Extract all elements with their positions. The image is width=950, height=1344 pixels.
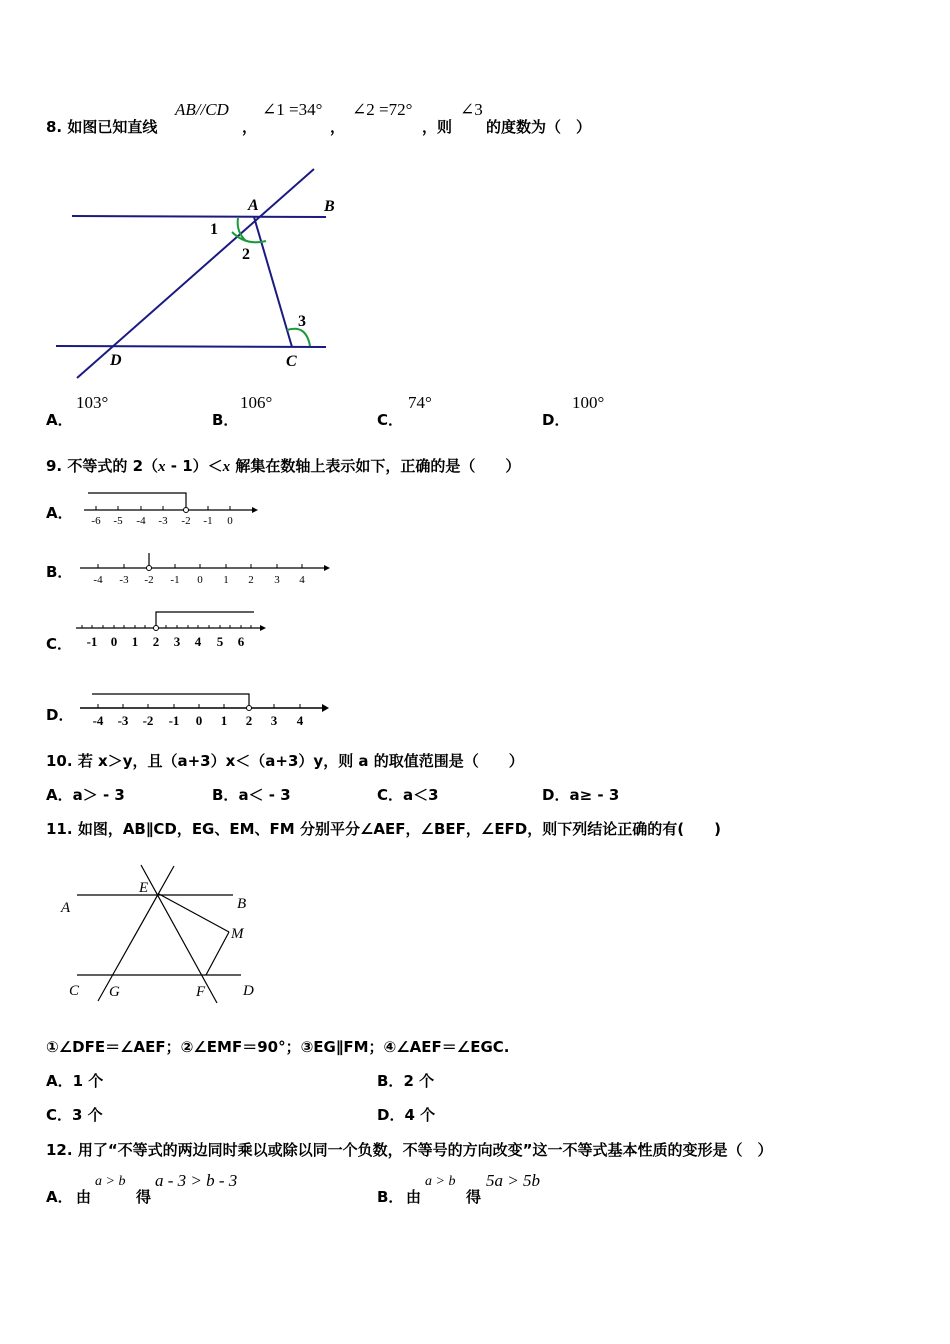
tick-label: -4: [93, 574, 103, 586]
tick-label: -4: [92, 713, 104, 728]
q12-option-b-mid: 得: [466, 1188, 482, 1206]
line-ab: [72, 216, 326, 217]
q12-stem-text: 用了“不等式的两边同时乘以或除以同一个负数，不等号的方向改变”这一不等式基本性质的变形是（ ）: [77, 1141, 773, 1159]
q8-cond-angle1: ∠1 =34°: [262, 100, 323, 119]
q8-cond-parallel: AB//CD: [175, 100, 229, 119]
q9-option-d-letter[interactable]: D．: [46, 706, 74, 724]
q10-option-a-letter: A．: [46, 786, 73, 804]
q12-option-b-cond: a > b: [425, 1174, 456, 1189]
axis-a-arrow-icon: [252, 507, 258, 513]
q11-figure: [55, 860, 270, 1010]
q11-option-c[interactable]: [46, 1104, 103, 1125]
segment-fm: [206, 932, 229, 975]
q10-option-c-value: a＜3: [403, 786, 439, 804]
q11-option-b[interactable]: [377, 1070, 434, 1091]
q10-option-c-letter: C．: [377, 786, 404, 804]
q12-number: 12.: [46, 1141, 73, 1159]
tick-label: -1: [203, 515, 213, 527]
axis-c-arrow-icon: [260, 625, 266, 631]
segment-ac: [254, 217, 292, 347]
q12-option-a-cond: a > b: [95, 1174, 126, 1189]
tick-label: 4: [194, 634, 202, 649]
solution-ray-d: [92, 694, 249, 708]
tick-label: 1: [220, 713, 228, 728]
label-angle-2: 2: [242, 246, 250, 263]
q9-option-c-letter[interactable]: C．: [46, 635, 73, 653]
q9-option-a-letter[interactable]: A．: [46, 504, 73, 522]
q9-stem-x2: x: [222, 459, 231, 475]
label-a: A: [61, 900, 71, 916]
tick-label: 6: [237, 634, 245, 649]
q12-option-a-result: a - 3 > b - 3: [155, 1171, 238, 1190]
q11-number: 11.: [46, 820, 73, 838]
tick-label: -3: [117, 713, 129, 728]
label-m: M: [231, 926, 244, 942]
q11-option-b-value: 2 个: [403, 1072, 435, 1090]
q11-stem-text: 如图，AB∥CD，EG、EM、FM 分别平分∠AEF，∠BEF，∠EFD，则下列结论正确的有( ): [77, 820, 721, 838]
label-c: C: [69, 983, 80, 999]
q11-option-d[interactable]: [377, 1104, 435, 1125]
segment-em: [159, 894, 229, 932]
q8-stem: [46, 116, 157, 137]
q8-option-d-value: 100°: [572, 393, 605, 412]
label-f: F: [196, 984, 206, 1000]
q10-option-b[interactable]: [212, 784, 291, 805]
tick-label: -1: [170, 574, 180, 586]
q10-option-d-letter: D．: [542, 786, 570, 804]
tick-label: 3: [173, 634, 181, 649]
label-b: B: [324, 198, 335, 215]
q9-stem: [46, 455, 520, 476]
tick-label: -2: [144, 574, 154, 586]
q11-option-c-letter: C．: [46, 1106, 73, 1124]
line-eg: [98, 866, 174, 1001]
tick-label: 0: [197, 574, 203, 586]
tick-label: -5: [113, 515, 123, 527]
q9-stem-post: 解集在数轴上表示如下，正确的是（ ）: [230, 457, 521, 475]
tick-label: 4: [296, 713, 304, 728]
q9-option-b-letter[interactable]: B．: [46, 563, 73, 581]
q12-option-a-mid: 得: [136, 1188, 152, 1206]
q11-option-c-value: 3 个: [72, 1106, 103, 1124]
q10-option-a[interactable]: [46, 784, 125, 805]
tick-label: -3: [119, 574, 129, 586]
tick-label: -1: [168, 713, 180, 728]
label-angle-1: 1: [210, 221, 218, 238]
q12-stem: [46, 1139, 773, 1160]
tick-label: -3: [158, 515, 168, 527]
q11-option-d-value: 4 个: [404, 1106, 436, 1124]
q12-option-b-pre: 由: [406, 1188, 422, 1206]
line-cd: [56, 346, 326, 347]
tick-label: 0: [110, 634, 118, 649]
tick-label: -4: [136, 515, 146, 527]
q8-comma-3: ，则: [422, 118, 453, 136]
q8-option-c-letter[interactable]: C．: [377, 411, 404, 429]
q11-option-a-value: 1 个: [72, 1072, 104, 1090]
label-e: E: [139, 880, 149, 896]
q12-option-a-letter[interactable]: A．: [46, 1188, 73, 1206]
q8-option-d-letter[interactable]: D．: [542, 411, 570, 429]
q11-option-d-letter: D．: [377, 1106, 405, 1124]
q10-option-d[interactable]: [542, 784, 619, 805]
q8-number: 8.: [46, 118, 63, 136]
tick-label: 3: [274, 574, 280, 586]
q8-prefix: 如图已知直线: [67, 118, 158, 136]
q10-option-d-value: a≥ - 3: [569, 786, 620, 804]
label-a: A: [248, 197, 259, 214]
q8-comma-2: ，: [330, 118, 346, 136]
q9-number-line-c: [74, 606, 270, 652]
tick-label: 4: [299, 574, 305, 586]
label-angle-3: 3: [298, 313, 306, 330]
open-point-b: [147, 566, 152, 571]
q10-option-b-value: a＜ - 3: [238, 786, 291, 804]
q8-option-c-value: 74°: [408, 393, 432, 412]
tick-label: 2: [248, 574, 254, 586]
solution-ray-a: [88, 493, 186, 510]
q8-option-b-letter[interactable]: B．: [212, 411, 239, 429]
tick-label: 0: [195, 713, 203, 728]
solution-ray-c: [156, 612, 254, 628]
axis-d-arrow-icon: [322, 704, 329, 712]
q10-option-b-letter: B．: [212, 786, 239, 804]
q11-statements: ①∠DFE＝∠AEF；②∠EMF＝90°；③EG∥FM；④∠AEF＝∠EGC.: [46, 1038, 510, 1056]
q9-number: 9.: [46, 457, 63, 475]
q8-comma-1: ，: [242, 118, 258, 136]
q11-option-a[interactable]: [46, 1070, 103, 1091]
label-c: C: [286, 353, 297, 370]
label-b: B: [237, 896, 247, 912]
q8-option-b-value: 106°: [240, 393, 273, 412]
q11-option-a-letter: A．: [46, 1072, 73, 1090]
tick-label: -2: [142, 713, 154, 728]
q12-option-a-pre: 由: [76, 1188, 92, 1206]
tick-label: 1: [131, 634, 139, 649]
tick-label: 0: [227, 515, 233, 527]
q10-option-c[interactable]: [377, 784, 439, 805]
q8-option-a-letter[interactable]: A．: [46, 411, 73, 429]
q8-suffix: 的度数为（ ）: [486, 118, 592, 136]
label-d: D: [243, 983, 254, 999]
label-d: D: [110, 352, 122, 369]
q8-option-a-value: 103°: [76, 393, 109, 412]
tick-label: -2: [181, 515, 191, 527]
tick-label: 2: [152, 634, 160, 649]
tick-label: -6: [91, 515, 101, 527]
ticks-a: [96, 506, 230, 510]
open-point-c: [154, 626, 159, 631]
q8-cond-angle2: ∠2 =72°: [352, 100, 413, 119]
q11-stem: [46, 818, 721, 839]
q11-option-b-letter: B．: [377, 1072, 404, 1090]
open-point-a: [184, 508, 189, 513]
q9-number-line-a: [80, 488, 260, 528]
line-ef: [141, 865, 217, 1003]
q10-option-a-value: a＞ - 3: [72, 786, 125, 804]
tick-label: 2: [245, 713, 253, 728]
q12-option-b-result: 5a > 5b: [486, 1171, 540, 1190]
q10-number: 10.: [46, 752, 73, 770]
q12-option-b-letter[interactable]: B．: [377, 1188, 404, 1206]
tick-label: -1: [86, 634, 98, 649]
q9-number-line-b: [78, 548, 334, 590]
q9-stem-x: x: [158, 459, 166, 475]
q8-figure: [40, 160, 360, 385]
label-g: G: [109, 984, 120, 1000]
axis-b-arrow-icon: [324, 565, 330, 571]
q9-number-line-d: [78, 686, 334, 730]
q9-stem-pre: 不等式的 2（: [67, 457, 159, 475]
tick-label: 1: [223, 574, 229, 586]
q8-cond-angle3: ∠3: [460, 100, 483, 119]
open-point-d: [247, 706, 252, 711]
q9-stem-mid: - 1）＜: [165, 457, 223, 475]
q10-stem-text: 若 x＞y，且（a+3）x＜（a+3）y，则 a 的取值范围是（ ）: [77, 752, 524, 770]
q10-stem: [46, 750, 524, 771]
tick-label: 5: [216, 634, 224, 649]
tick-label: 3: [270, 713, 278, 728]
